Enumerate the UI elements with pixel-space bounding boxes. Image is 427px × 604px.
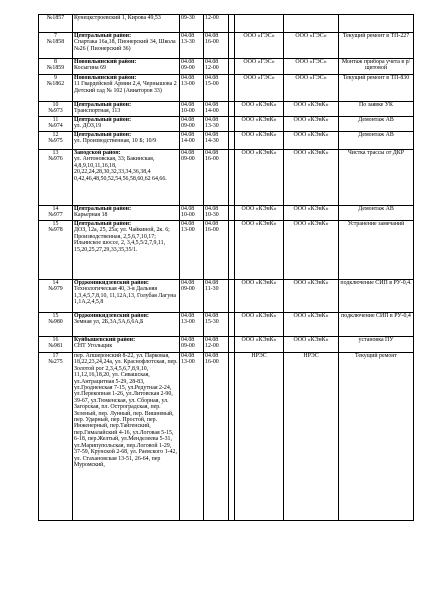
contractor-cell: НРЭС (284, 353, 339, 521)
row-number-cell (39, 313, 73, 337)
contractor-cell: ООО «КЭнК» (284, 313, 339, 337)
work-description-cell: Демонтаж АВ (339, 132, 414, 150)
request-id: №1857 (46, 15, 65, 21)
contractor-cell: ООО «ГЭС» (284, 75, 339, 102)
request-id: №1859 (46, 65, 65, 72)
district-label: Куйбышевский район: (74, 337, 136, 343)
request-id: №1862 (46, 81, 65, 88)
organization-cell: ООО «КЭнК» (235, 150, 284, 206)
row-number: 16 (52, 337, 59, 343)
start-date-cell: 04.08 09-00 (180, 150, 204, 206)
request-id: №975 (48, 138, 63, 145)
work-description-cell: Монтаж прибора учета в р/щитовой (339, 59, 414, 75)
contractor-cell: ООО «ГЭС» (284, 33, 339, 59)
address-text: Кунецкстроевский 1, Кирова 49,53 (74, 15, 161, 21)
row-number-cell (39, 132, 73, 150)
end-date-cell: 04.08 16-00 (204, 150, 229, 206)
work-description-cell: установка ПУ (339, 337, 414, 353)
end-date-cell: 04.08 11-30 (204, 280, 229, 313)
start-date-cell: 04.08 13-30 (180, 33, 204, 59)
district-label: Центральный район: (74, 132, 132, 138)
row-number: 8 (54, 59, 57, 65)
request-id: №1858 (46, 39, 65, 46)
organization-cell: ООО «ГЭС» (235, 33, 284, 59)
end-date-cell: 04.08 10-30 (204, 206, 229, 221)
table-row (39, 221, 414, 280)
end-date-cell: 04.08 13-30 (204, 117, 229, 132)
start-date-cell: 04.08 09-00 (180, 117, 204, 132)
row-number: 7 (54, 33, 57, 39)
organization-cell (235, 15, 284, 33)
table-row (39, 33, 414, 59)
district-label: Центральный район: (74, 221, 132, 227)
address-text: Карьерная 18 (74, 212, 108, 219)
end-date-cell: 04.08 15-30 (204, 313, 229, 337)
table-row (39, 280, 414, 313)
address-text: Транспортная, 113 (74, 108, 121, 115)
end-date-cell: 04.08 12-00 (204, 337, 229, 353)
address-cell (73, 117, 180, 132)
organization-cell: ООО «КЭнК» (235, 337, 284, 353)
request-id: №979 (48, 286, 63, 293)
end-date-cell: 04.08 16-00 (204, 33, 229, 59)
address-cell (73, 132, 180, 150)
organization-cell: ООО «ГЭС» (235, 75, 284, 102)
row-number: 10 (52, 102, 59, 108)
organization-cell: ООО «КЭнК» (235, 206, 284, 221)
district-label: Орджоникидзевский район: (74, 280, 149, 286)
request-id: №275 (48, 359, 63, 366)
work-description-cell: Текущий ремонт (339, 353, 414, 521)
row-number-cell (39, 117, 73, 132)
work-description-cell: подключение СИП в РУ-0,4 (339, 313, 414, 337)
address-cell (73, 59, 180, 75)
address-cell (73, 15, 180, 33)
contractor-cell: ООО «КЭнК» (284, 221, 339, 280)
start-date-cell: 04.08 14-00 (180, 132, 204, 150)
address-text: Технологическая 40, 3-я Дальняя 1,3,4,5,7,8,10, 11,12А,13, Голубая Лагуна 1,1А,2,4,5,8 (74, 286, 177, 306)
row-number: 12 (52, 132, 59, 138)
row-number-cell (39, 102, 73, 117)
address-cell (73, 75, 180, 102)
address-cell (73, 221, 180, 280)
end-date-cell: 04.08 16-00 (204, 353, 229, 521)
district-label: Новоильинский район: (74, 59, 137, 65)
work-description-cell: Устранение замечаний (339, 221, 414, 280)
district-label: Центральный район: (74, 117, 132, 123)
address-text: ул. ДОЗ,19 (74, 123, 102, 130)
row-number: 11 (52, 117, 59, 123)
work-description-cell: Текущий ремонт в ТП-830 (339, 75, 414, 102)
address-text: ДОЗ, 12а, 25, 25а; ул. Чайкиной, 2к. 6; Производственная, 2,5,6,7,10,17; Ильинское шоссе, 2, 3,4,5,5/2,7,9,11, 15,20,25,27,29,33,35,35/1. (74, 227, 170, 253)
address-cell (73, 280, 180, 313)
address-cell (73, 102, 180, 117)
address-text: Спартака 16а,18, Пионерский 34, Школа №26 ( Пионерский 36) (74, 39, 176, 52)
request-id: №977 (48, 212, 63, 219)
start-date-cell: 04.08 13-00 (180, 353, 204, 521)
organization-cell: ООО «КЭнК» (235, 313, 284, 337)
row-number: 15 (52, 221, 59, 227)
address-cell (73, 313, 180, 337)
row-number-cell (39, 206, 73, 221)
row-number: 9 (54, 75, 57, 81)
address-text: 11 Гвардейской Армии 2,4, Чернышова 2 Детский сад № 102 (Авиаторов 33) (74, 81, 177, 94)
address-cell (73, 337, 180, 353)
district-label: Орджоникидзевский район: (74, 313, 149, 319)
work-description-cell: Демонтаж АВ (339, 117, 414, 132)
address-text: ул. Антоновская, 33; Бакинская, 4,8,9,10,11,16,18, 20,22,24,28,30,32,33,34,36,38,4 0,42,46,48,50,52,54,56,58,60,62 64,66. (74, 156, 167, 182)
end-date-cell: 04.08 15-00 (204, 75, 229, 102)
district-label: Центральный район: (74, 206, 132, 212)
organization-cell: ООО «КЭнК» (235, 221, 284, 280)
district-label: Заводской район: (74, 150, 121, 156)
start-date-cell: 04.08 09-00 (180, 280, 204, 313)
organization-cell: ООО «ГЭС» (235, 59, 284, 75)
work-description-cell: По заявке УК (339, 102, 414, 117)
end-date-cell: 04.08 12-00 (204, 59, 229, 75)
row-number-cell (39, 33, 73, 59)
district-label: Центральный район: (74, 102, 132, 108)
work-description-cell: Текущий ремонт в ТП-227 (339, 33, 414, 59)
district-label: Новоильинский район: (74, 75, 137, 81)
row-number: 15 (52, 313, 59, 319)
row-number: 14 (52, 280, 59, 286)
contractor-cell: ООО «ГЭС» (284, 59, 339, 75)
table-row (39, 102, 414, 117)
row-number-cell (39, 59, 73, 75)
contractor-cell: ООО «КЭнК» (284, 280, 339, 313)
address-text: СНТ Угольщик (74, 343, 113, 350)
table-row (39, 206, 414, 221)
table-row (39, 313, 414, 337)
table-row (39, 15, 414, 33)
start-date-cell: 09-30 (180, 15, 204, 33)
table-row (39, 117, 414, 132)
start-date-cell: 04.08 13-00 (180, 221, 204, 280)
organization-cell: ООО «КЭнК» (235, 132, 284, 150)
start-date-cell: 04.08 13-00 (180, 75, 204, 102)
district-label: Центральный район: (74, 33, 132, 39)
work-description-cell: подключение СИП в РУ-0,4. (339, 280, 414, 313)
organization-cell: ООО «КЭнК» (235, 280, 284, 313)
request-id: №978 (48, 227, 63, 234)
address-cell (73, 206, 180, 221)
row-number-cell (39, 15, 73, 33)
address-text: Косыгина 69 (74, 65, 106, 72)
work-description-cell: Чистка трассы от ДКР (339, 150, 414, 206)
address-cell (73, 33, 180, 59)
address-text: Земная ул, 2Б,3А,5А,6,6А,Б (74, 319, 144, 326)
table-row (39, 132, 414, 150)
request-id: №973 (48, 108, 63, 115)
start-date-cell: 04.08 09-00 (180, 337, 204, 353)
end-date-cell: 04.08 14-00 (204, 102, 229, 117)
request-id: №976 (48, 156, 63, 163)
row-number-cell (39, 280, 73, 313)
end-date-cell: 12-00 (204, 15, 229, 33)
organization-cell: ООО «КЭнК» (235, 102, 284, 117)
start-date-cell: 04.08 10-00 (180, 206, 204, 221)
row-number: 17 (52, 353, 59, 359)
table-row (39, 59, 414, 75)
address-text: пер. Апшеронский 8-22, ул. Парковая, 18,22,23,24,24а, ул. Краснофлотская, пер. Золотой рог 2,3,4,5,6,7,8,9,10, 11,12,16,18,20, ул. Сивашская, ул.Антрацитная 5-29, 28-83, ул.Гродненская 7-15, ул.Редутная 2-24, ул.Перекопная 1-26, ул.Литовская 2-90, 39-67, ул.Тюменская, ул. Сборная, ул. Загорская, пл. Остроградская, пер. Зеленый, пер. Лунный, пер. Вишневый, пер. Ударный, пер. Простой, пер. Инженерный, пер.Тайгенский, пер.Гималайский 4-16, ул.Логовая 5-15, 6-18, пер.Желтый, ул.Менделеева 5-31, ул.Марипупольская, пер.Логовой 1-29, 37-59, Крунской 2-68, ул. Раевского 1-42, ул. Стахановская 13-51, 26-64, пер Муромский, (74, 353, 178, 468)
table-row (39, 150, 414, 206)
row-number-cell (39, 353, 73, 521)
table-row (39, 353, 414, 521)
row-number-cell (39, 75, 73, 102)
organization-cell: НРЭС (235, 353, 284, 521)
work-description-cell: Демонтаж АВ (339, 206, 414, 221)
start-date-cell: 04.08 09-00 (180, 59, 204, 75)
contractor-cell: ООО «КЭнК» (284, 132, 339, 150)
organization-cell: ООО «КЭнК» (235, 117, 284, 132)
work-description-cell (339, 15, 414, 33)
row-number: 14 (52, 206, 59, 212)
row-number-cell (39, 337, 73, 353)
end-date-cell: 04.08 16-00 (204, 221, 229, 280)
request-id: №980 (48, 319, 63, 326)
row-number-cell (39, 221, 73, 280)
request-id: №974 (48, 123, 63, 130)
start-date-cell: 04.08 13-00 (180, 313, 204, 337)
request-id: №981 (48, 343, 63, 350)
contractor-cell: ООО «КЭнК» (284, 117, 339, 132)
contractor-cell: ООО «КЭнК» (284, 206, 339, 221)
contractor-cell (284, 15, 339, 33)
table-row (39, 75, 414, 102)
start-date-cell: 04.08 10-00 (180, 102, 204, 117)
outage-table (38, 14, 414, 521)
address-cell (73, 150, 180, 206)
table-row (39, 337, 414, 353)
row-number-cell (39, 150, 73, 206)
row-number: 13 (52, 150, 59, 156)
address-cell (73, 353, 180, 521)
contractor-cell: ООО «КЭнК» (284, 102, 339, 117)
address-text: ул. Производственная, 10 Б; 10/9 (74, 138, 157, 145)
end-date-cell: 04.08 14-30 (204, 132, 229, 150)
contractor-cell: ООО «КЭнК» (284, 337, 339, 353)
contractor-cell: ООО «КЭнК» (284, 150, 339, 206)
